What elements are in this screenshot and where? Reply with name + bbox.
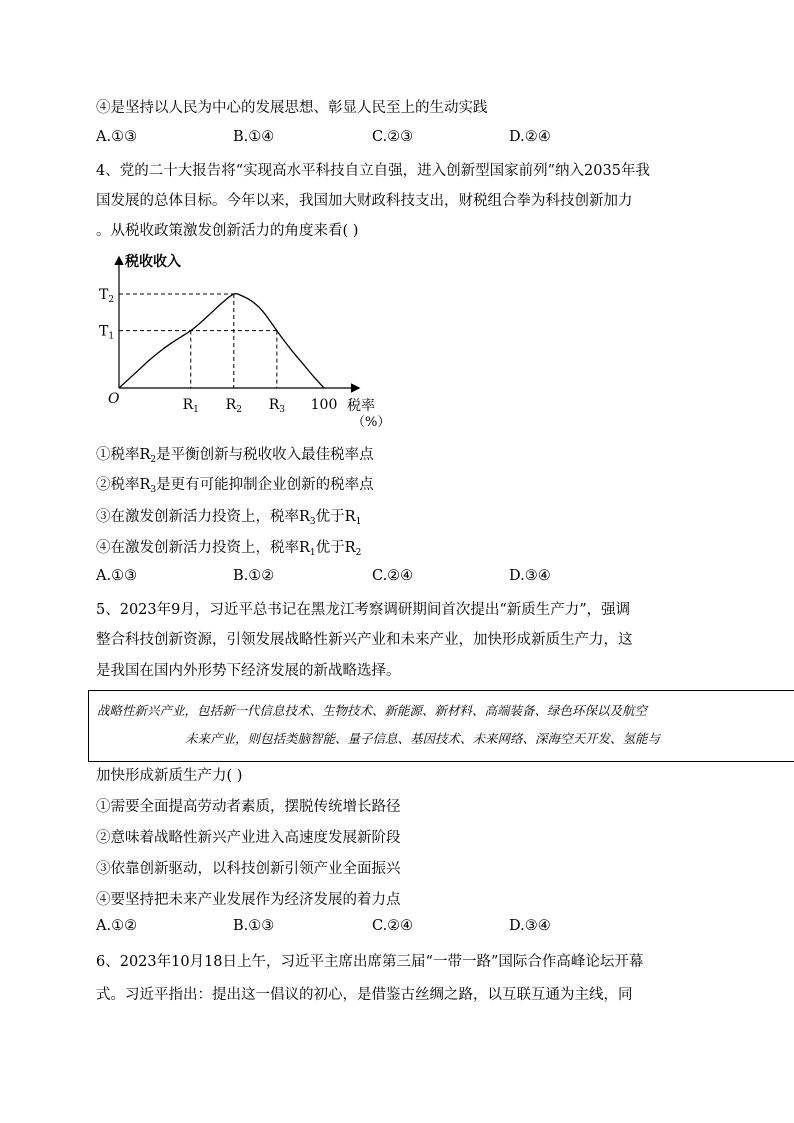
- q5-item-2: ②意味着战略性新兴产业进入高速度发展新阶段: [96, 830, 401, 846]
- q4-item-2: ②税率$R_3$是更有可能抑制企业创新的税率点: [96, 477, 374, 495]
- x-axis-label: 税率: [347, 398, 375, 414]
- q3-options: [96, 129, 696, 149]
- q4-item-4: ④在激发创新活力投资上，税率$R_1$优于$R_2$: [96, 540, 362, 558]
- x-tick-label-1: $R_1$: [182, 397, 199, 415]
- x-tick-labels: [183, 397, 338, 415]
- q5-stem-line-1: 5、2023年9月，习近平总书记在黑龙江考察调研期间首次提出“新质生产力”，强调: [96, 602, 631, 618]
- q4-options: [96, 568, 696, 588]
- q4-stem-line-3: 。从税收政策激发创新活力的角度来看( ): [96, 223, 359, 239]
- q4-option-c[interactable]: C.②④: [372, 568, 414, 584]
- y-axis-label: 税收收入: [125, 254, 181, 270]
- q5-stem-line-3: 是我国在国内外形势下经济发展的新战略选择。: [96, 663, 401, 679]
- q4-option-a[interactable]: A.①③: [96, 568, 138, 584]
- q3-option-b[interactable]: B.①④: [233, 129, 275, 145]
- tax-revenue-chart: [96, 248, 396, 433]
- q5-options: [96, 918, 696, 938]
- origin-label: O: [108, 391, 120, 407]
- q3-item-4: ④是坚持以人民为中心的发展思想、彰显人民至上的生动实践: [96, 100, 488, 116]
- q5-material-box: [88, 690, 794, 762]
- q5-stem-line-2: 整合科技创新资源，引领发展战略性新兴产业和未来产业，加快形成新质生产力，这: [96, 632, 633, 648]
- q3-option-a[interactable]: A.①③: [96, 129, 138, 145]
- material-line-2: 未来产业，则包括类脑智能、量子信息、基因技术、未来网络、深海空天开发、氢能与: [185, 731, 661, 746]
- guide-lines: [119, 294, 277, 388]
- y-tick-labels: [99, 287, 114, 342]
- q5-question: 加快形成新质生产力( ): [96, 768, 243, 784]
- material-line-1: 战略性新兴产业，包括新一代信息技术、生物技术、新能源、新材料、高端装备、绿色环保以及航空: [97, 703, 648, 718]
- q4-item-3: ③在激发创新活力投资上，税率$R_3$优于$R_1$: [96, 509, 362, 527]
- q5-item-3: ③依靠创新驱动，以科技创新引领产业全面振兴: [96, 861, 401, 877]
- q3-option-d[interactable]: D.②④: [509, 129, 551, 145]
- x-tick-label-4: 100: [310, 397, 338, 413]
- x-axis-unit: （%）: [352, 415, 391, 430]
- y-tick-label-2: $T_1$: [99, 323, 115, 342]
- q5-option-b[interactable]: B.①③: [233, 918, 275, 934]
- q5-option-d[interactable]: D.③④: [509, 918, 551, 934]
- x-tick-label-2: $R_2$: [225, 397, 242, 415]
- q4-stem-line-2: 国发展的总体目标。今年以来，我国加大财政科技支出，财税组合拳为科技创新加力: [96, 193, 633, 209]
- q3-option-c[interactable]: C.②③: [372, 129, 414, 145]
- q5-item-4: ④要坚持把未来产业发展作为经济发展的着力点: [96, 892, 401, 908]
- q4-option-d[interactable]: D.③④: [509, 568, 551, 584]
- x-tick-label-3: $R_3$: [268, 397, 285, 415]
- q4-option-b[interactable]: B.①②: [233, 568, 275, 584]
- q5-item-1: ①需要全面提高劳动者素质，摆脱传统增长路径: [96, 799, 401, 815]
- q6-stem-line-1: 6、2023年10月18日上午，习近平主席出席第三届“一带一路”国际合作高峰论坛开幕: [96, 954, 644, 970]
- q6-stem-line-2: 式。习近平指出：提出这一倡议的初心，是借鉴古丝绸之路，以互联互通为主线，同: [96, 987, 633, 1003]
- y-tick-label-1: $T_2$: [99, 287, 115, 305]
- q5-option-a[interactable]: A.①②: [96, 918, 138, 934]
- revenue-curve: [119, 294, 324, 388]
- q5-option-c[interactable]: C.②④: [372, 918, 414, 934]
- q4-item-1: ①税率$R_2$是平衡创新与税收收入最佳税率点: [96, 447, 374, 465]
- q4-stem-line-1: 4、党的二十大报告将“实现高水平科技自立自强，进入创新型国家前列”纳入2035年我: [96, 163, 650, 179]
